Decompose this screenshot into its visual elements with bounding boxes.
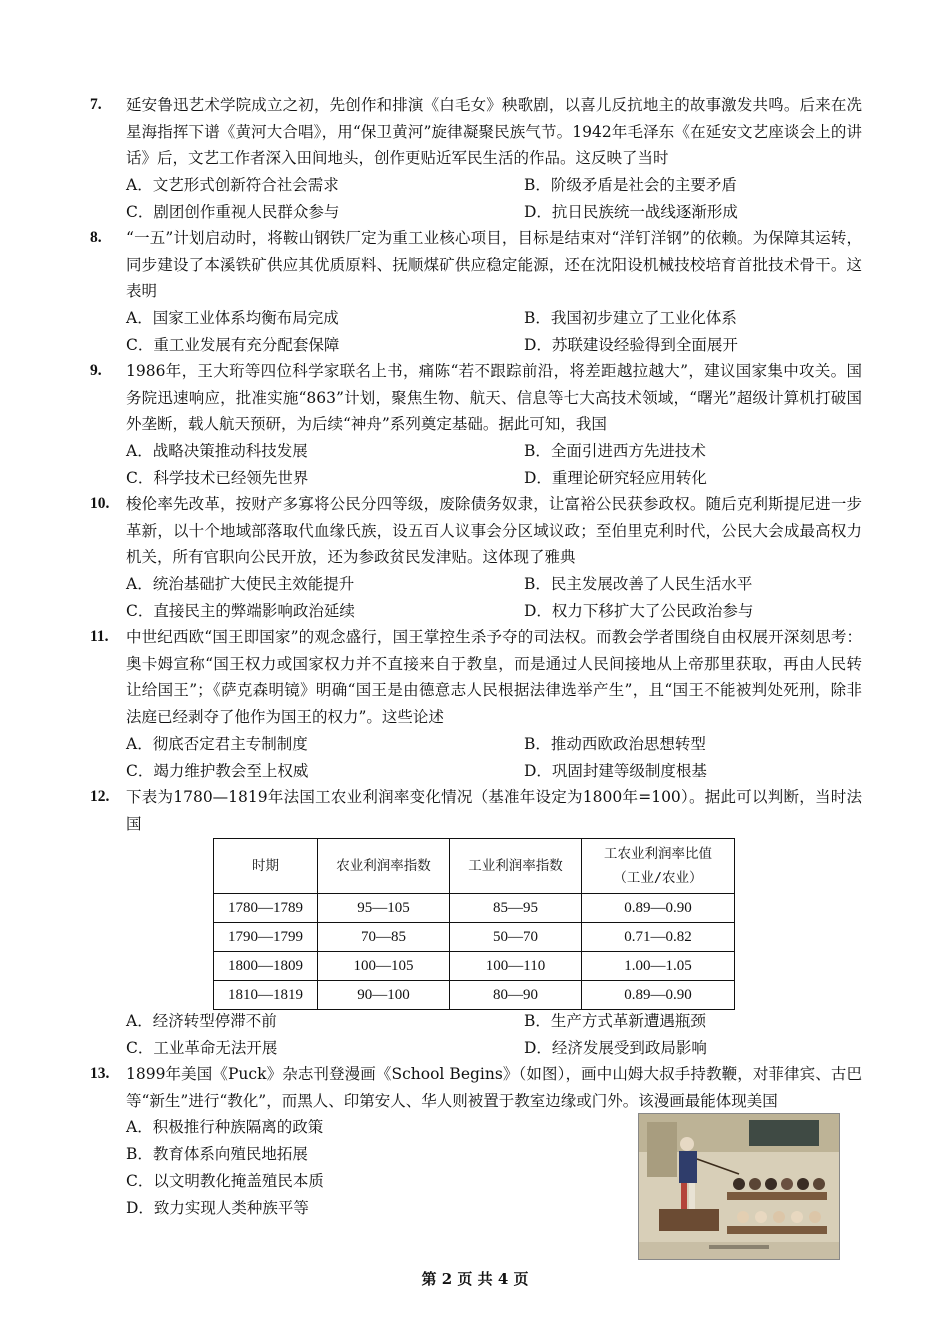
- question-stem: 1986年，王大珩等四位科学家联名上书，痛陈“若不跟踪前沿，将差距越拉越大”，建议国家集中攻关。国务院迅速响应，批准实施“863”计划，聚焦生物、航天、信息等七大高技术领域，“曙光”超级计算机打破国外垄断，载人航天预研，为后续“神舟”系列奠定基础。据此可知，我国: [126, 362, 862, 434]
- cell-industry: 50—70: [450, 923, 582, 952]
- option-b: B．教育体系向殖民地拓展: [126, 1145, 308, 1164]
- cell-period: 1790—1799: [214, 923, 318, 952]
- options: [126, 571, 862, 624]
- question-stem: “一五”计划启动时，将鞍山钢铁厂定为重工业核心项目，目标是结束对“洋钉洋钢”的依赖。为保障其运转，同步建设了本溪铁矿供应其优质原料、抚顺煤矿供应稳定能源，还在沈阳设机械技校培育首批技术骨干。这表明: [126, 229, 862, 301]
- header-period: 时期: [214, 839, 318, 894]
- school-begins-cartoon-image: [638, 1113, 840, 1260]
- question-number: 9.: [90, 362, 102, 379]
- cell-industry: 80—90: [450, 981, 582, 1010]
- cell-agri: 70—85: [318, 923, 450, 952]
- option-a: A．文艺形式创新符合社会需求: [126, 176, 339, 195]
- option-c: C．竭力维护教会至上权威: [126, 761, 309, 780]
- option-b: B．民主发展改善了人民生活水平: [524, 575, 753, 594]
- question-stem: 梭伦率先改革，按财产多寡将公民分四等级，废除债务奴隶，让富裕公民获参政权。随后克利斯提尼进一步革新，以十个地域部落取代血缘氏族，设五百人议事会分区域议政；至伯里克利时代，公民大会成最高权力机关，所有官职向公民开放，还为参政贫民发津贴。这体现了雅典: [126, 495, 862, 567]
- options: [126, 172, 862, 225]
- question-stem: 延安鲁迅艺术学院成立之初，先创作和排演《白毛女》秧歌剧，以喜儿反抗地主的故事激发共鸣。后来在冼星海指挥下谱《黄河大合唱》，用“保卫黄河”旋律凝聚民族气节。1942年毛泽东《在延安文艺座谈会上的讲话》后，文艺工作者深入田间地头，创作更贴近军民生活的作品。这反映了当时: [126, 96, 862, 168]
- option-c: C．以文明教化掩盖殖民本质: [126, 1171, 324, 1190]
- option-a: A．积极推行种族隔离的政策: [126, 1118, 324, 1137]
- option-a: A．统治基础扩大使民主效能提升: [126, 575, 355, 594]
- option-c: C．直接民主的弊端影响政治延续: [126, 601, 355, 620]
- option-d: D．抗日民族统一战线逐渐形成: [524, 202, 738, 221]
- option-b: B．我国初步建立了工业化体系: [524, 309, 737, 328]
- cell-industry: 100—110: [450, 952, 582, 981]
- cell-agri: 90—100: [318, 981, 450, 1010]
- cell-agri: 95—105: [318, 894, 450, 923]
- table-row: [214, 894, 735, 923]
- option-b: B．生产方式革新遭遇瓶颈: [524, 1012, 706, 1030]
- option-c: C．科学技术已经领先世界: [126, 468, 309, 487]
- cell-period: 1780—1789: [214, 894, 318, 923]
- options: [126, 438, 862, 491]
- question-7: [90, 92, 862, 226]
- options: [126, 1008, 862, 1061]
- profit-rate-table: [213, 838, 735, 1010]
- table-row: [214, 952, 735, 981]
- question-number: 10.: [90, 495, 110, 512]
- question-9: [90, 358, 862, 492]
- header-agri-index: 农业利润率指数: [318, 839, 450, 894]
- header-ratio: [582, 839, 735, 894]
- question-number: 13.: [90, 1065, 110, 1082]
- question-10: [90, 491, 862, 625]
- option-b: B．推动西欧政治思想转型: [524, 734, 706, 753]
- table-row: [214, 981, 735, 1010]
- option-a: A．经济转型停滞不前: [126, 1012, 277, 1030]
- question-number: 8.: [90, 229, 102, 246]
- option-d: D．重理论研究轻应用转化: [524, 468, 707, 487]
- option-d: D．权力下移扩大了公民政治参与: [524, 601, 754, 620]
- question-11: [90, 624, 862, 784]
- cell-ratio: 0.89—0.90: [582, 894, 735, 923]
- question-stem: 1899年美国《Puck》杂志刊登漫画《School Begins》（如图），画中山姆大叔手持教鞭，对菲律宾、古巴等“新生”进行“教化”，而黑人、印第安人、华人则被置于教室边缘或门外。该漫画最能体现美国: [126, 1065, 862, 1110]
- question-number: 11.: [90, 628, 109, 645]
- option-d: D．苏联建设经验得到全面展开: [524, 335, 738, 354]
- option-c: C．剧团创作重视人民群众参与: [126, 202, 340, 221]
- question-number: 12.: [90, 788, 110, 805]
- cartoon-illustration: [639, 1114, 839, 1259]
- option-a: A．国家工业体系均衡布局完成: [126, 309, 339, 328]
- question-number: 7.: [90, 96, 102, 113]
- option-b: B．全面引进西方先进技术: [524, 442, 706, 461]
- option-b: B．阶级矛盾是社会的主要矛盾: [524, 176, 737, 195]
- cell-period: 1800—1809: [214, 952, 318, 981]
- question-stem: 中世纪西欧“国王即国家”的观念盛行，国王掌控生杀予夺的司法权。而教会学者围绕自由权展开深刻思考：奥卡姆宣称“国王权力或国家权力并不直接来自于教皇，而是通过人民间接地从上帝那里获取，再由人民转让给国王”；《萨克森明镜》明确“国王是由德意志人民根据法律选举产生”，且“国王不能被判处死刑，除非法庭已经剥夺了他作为国王的权力”。这些论述: [126, 628, 862, 727]
- option-d: D．巩固封建等级制度根基: [524, 761, 707, 780]
- option-c: C．重工业发展有充分配套保障: [126, 335, 340, 354]
- question-8: [90, 225, 862, 359]
- question-12: [90, 784, 862, 837]
- cell-ratio: 0.71—0.82: [582, 923, 735, 952]
- cell-agri: 100—105: [318, 952, 450, 981]
- table-header-row: [214, 839, 735, 894]
- question-12-options: [90, 1008, 862, 1061]
- header-ratio-line2: （工业/农业）: [613, 870, 703, 886]
- options: [126, 731, 862, 784]
- option-a: A．彻底否定君主专制制度: [126, 734, 308, 753]
- option-a: A．战略决策推动科技发展: [126, 442, 308, 461]
- table-row: [214, 923, 735, 952]
- cell-industry: 85—95: [450, 894, 582, 923]
- question-stem: 下表为1780—1819年法国工农业利润率变化情况（基准年设定为1800年=100）。据此可以判断，当时法国: [126, 788, 862, 833]
- cell-ratio: 1.00—1.05: [582, 952, 735, 981]
- option-d: D．经济发展受到政局影响: [524, 1038, 707, 1057]
- options: [126, 305, 862, 358]
- header-industry-index: 工业利润率指数: [450, 839, 582, 894]
- page-footer: 第 2 页 共 4 页: [421, 1270, 529, 1288]
- option-c: C．工业革命无法开展: [126, 1038, 278, 1057]
- header-ratio-line1: 工农业利润率比值: [604, 846, 712, 862]
- option-d: D．致力实现人类种族平等: [126, 1198, 309, 1217]
- cell-period: 1810—1819: [214, 981, 318, 1010]
- cell-ratio: 0.89—0.90: [582, 981, 735, 1010]
